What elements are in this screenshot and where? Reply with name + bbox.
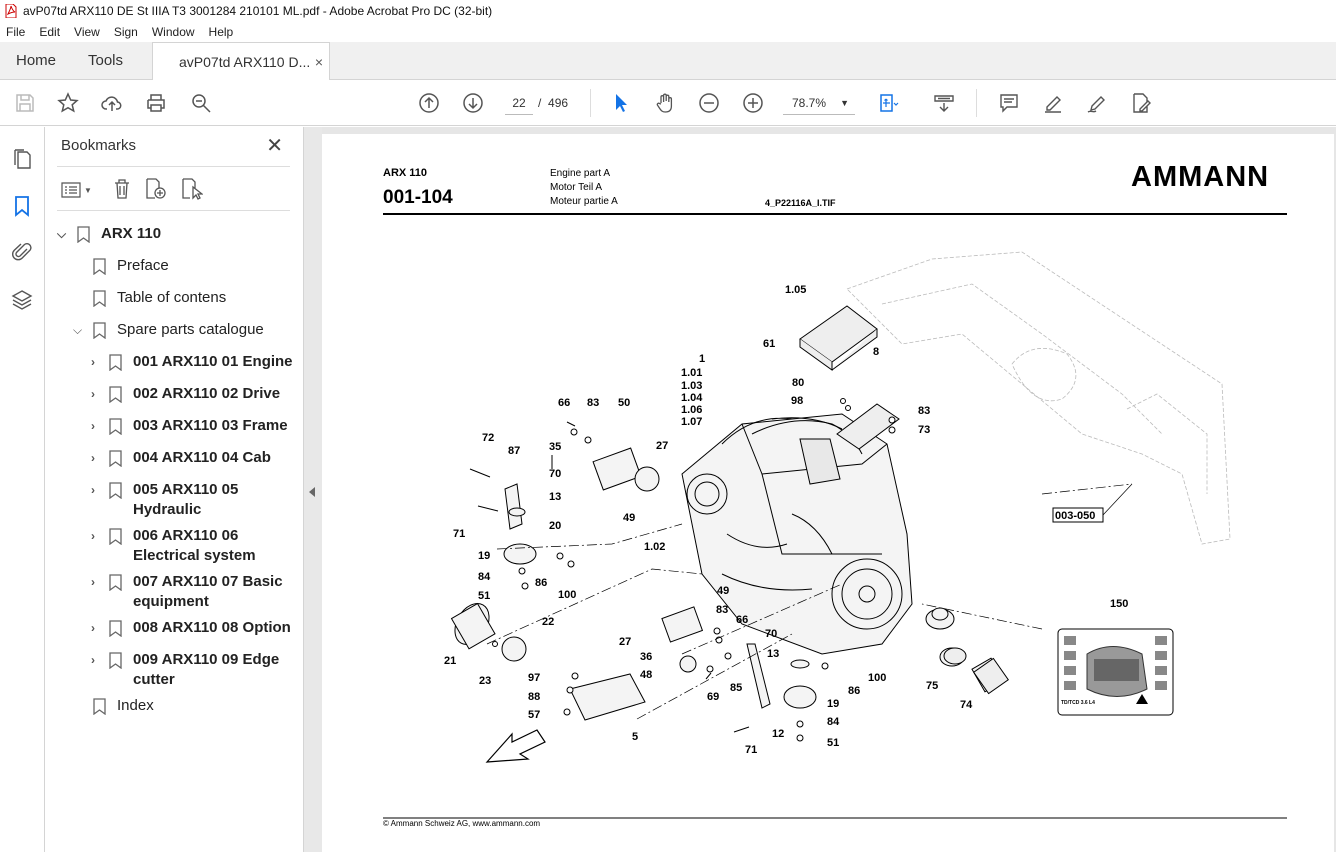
desc-en: Engine part A [550,168,611,179]
bookmark-options-button[interactable] [61,177,92,203]
zoom-in-icon[interactable] [741,91,765,115]
menu-sign[interactable]: Sign [113,25,138,39]
tab-document[interactable] [152,42,330,81]
menu-window[interactable]: Window [151,25,195,39]
bookmark-icon [109,652,122,669]
menu-help[interactable]: Help [208,25,234,39]
callout-number: 86 [848,685,861,697]
callout-number: 100 [868,672,887,684]
bookmark-icon [109,482,122,499]
callout-number: 51 [827,737,840,749]
scroll-mode-icon[interactable] [932,91,956,115]
bookmark-label-line2: Electrical system [133,547,256,564]
options-list-icon [61,181,81,199]
callout-number: 61 [763,338,776,350]
menu-view[interactable]: View [74,25,100,39]
highlight-pen-icon[interactable] [1041,91,1065,115]
callout-number: 23 [479,675,492,687]
oil-filter [944,648,1008,694]
callout-number: 1.02 [644,541,666,553]
callout-number: 1.07 [681,416,703,428]
callout-number: 86 [535,577,548,589]
callout-number: 71 [745,744,758,756]
chevron-right-icon[interactable]: › [91,653,95,667]
callout-number: 57 [528,709,541,721]
fit-page-icon[interactable] [876,91,900,115]
page-separator: / [538,96,542,110]
bookmark-icon [109,574,122,591]
callout-number: 98 [791,395,804,407]
zoom-level-value: 78.7% [792,96,827,110]
callout-number: 84 [478,571,491,583]
bookmark-icon [109,450,122,467]
page-total [538,91,568,115]
toolbar-divider [590,89,591,117]
label-150-caption: TD/TCD 3.6 L4 [1061,700,1095,706]
next-page-icon[interactable] [461,91,485,115]
bookmark-label: Spare parts catalogue [117,321,264,338]
bookmark-icon [109,620,122,637]
bookmark-label: 004 ARX110 04 Cab [133,449,271,466]
tab-home[interactable]: Home [16,52,57,69]
callout-number: 12 [772,728,785,740]
callout-number: 8 [873,346,880,358]
sign-pen-icon[interactable] [1085,91,1109,115]
save-icon[interactable] [13,91,37,115]
callout-number: 84 [827,716,840,728]
callout-number: 1.06 [681,404,703,416]
file-name: 4_P22116A_I.TIF [765,198,836,208]
callout-number: 75 [926,680,939,692]
hand-tool-icon[interactable] [653,91,677,115]
delete-bookmark-icon[interactable] [112,178,132,200]
callout-number: 97 [528,672,541,684]
bookmark-label: ARX 110 [101,225,162,242]
callout-number: 51 [478,590,491,602]
callout-number: 83 [918,405,931,417]
tab-tools[interactable]: Tools [88,52,124,69]
comment-icon[interactable] [997,91,1021,115]
search-zoom-icon[interactable] [189,91,213,115]
bookmark-icon [93,258,106,275]
callout-number: 74 [960,699,973,711]
chevron-right-icon[interactable]: › [91,387,95,401]
bookmark-label-line2: Hydraulic [133,501,202,518]
menu-edit[interactable]: Edit [39,25,61,39]
zoom-level-select[interactable] [783,91,855,115]
zoom-out-icon[interactable] [697,91,721,115]
callout-number: 49 [623,512,636,524]
select-cursor-icon[interactable] [609,91,633,115]
toolbar-divider [976,89,977,117]
callout-number: 1.03 [681,380,703,392]
layers-icon[interactable] [10,288,34,312]
bookmark-icon [109,354,122,371]
callout-number: 80 [792,377,805,389]
desc-de: Motor Teil A [550,182,603,193]
engine-block [682,414,912,654]
pdf-page [322,134,1334,852]
callout-number: 19 [827,698,840,710]
callout-number: 36 [640,651,653,663]
divider [57,210,290,211]
callout-number: 5 [632,731,639,743]
callout-number: 87 [508,445,521,457]
callout-number: 1.01 [681,367,703,379]
desc-fr: Moteur partie A [550,196,618,207]
edit-pdf-icon[interactable] [1129,91,1153,115]
callout-number: 20 [549,520,562,532]
ammann-logo: AMMANN [1131,161,1270,193]
bookmark-label: Preface [117,257,169,274]
callout-number: 13 [549,491,562,503]
frame-outline [847,252,1230,544]
bookmark-icon [109,418,122,435]
callout-number: 1.05 [785,284,807,296]
callout-number: 19 [478,550,491,562]
chevron-right-icon[interactable]: › [91,575,95,589]
menu-file[interactable]: File [6,25,26,39]
bookmark-label: 001 ARX110 01 Engine [133,353,293,370]
page-number-input[interactable]: 22 [505,91,533,115]
collapse-arrow-icon [309,487,315,497]
attachments-icon[interactable] [10,241,34,265]
callout-number: 66 [558,397,571,409]
callout-number: 88 [528,691,541,703]
chevron-down-icon[interactable]: ⌵ [57,227,67,241]
callout-number: 83 [587,397,600,409]
bookmark-label: Index [117,697,154,714]
window-title: avP07td ARX110 DE St IIIA T3 3001284 210101 ML.pdf - Adobe Acrobat Pro DC (32-bit) [23,4,493,18]
callout-number: 85 [730,682,743,694]
page-thumbnails-icon[interactable] [10,147,34,171]
bookmark-label: 005 ARX110 05 [133,481,239,498]
bookmark-label: 009 ARX110 09 Edge [133,651,280,668]
print-icon[interactable] [144,91,168,115]
bookmark-panel-icon[interactable] [10,194,34,218]
callout-number: 73 [918,424,931,436]
chevron-right-icon[interactable]: › [91,419,95,433]
callout-number: 21 [444,655,457,667]
window-title-bar [0,0,1336,22]
page-code: 001-104 [383,187,453,208]
callout-number: 100 [558,589,577,601]
leader-line [1103,484,1132,515]
callout-number: 83 [716,604,729,616]
callout-number: 150 [1110,598,1129,610]
divider [57,166,290,167]
bookmark-label-line2: equipment [133,593,209,610]
model-label: ARX 110 [383,167,428,179]
acrobat-pdf-icon [5,4,17,18]
callout-number: 27 [656,440,669,452]
callout-number: 69 [707,691,720,703]
close-tab-icon[interactable]: × [314,54,323,70]
callout-number: 1.04 [681,392,703,404]
bookmark-icon [77,226,90,243]
chevron-right-icon[interactable]: › [91,529,95,543]
callout-number: 66 [736,614,749,626]
bookmark-label: 002 ARX110 02 Drive [133,385,281,402]
callout-number: 50 [618,397,631,409]
chevron-down-icon: ▼ [840,98,849,108]
menu-bar [0,22,1336,42]
new-bookmark-icon[interactable] [145,178,169,200]
bookmark-label-line2: cutter [133,671,175,688]
bookmarks-title: Bookmarks [61,137,137,154]
chevron-right-icon[interactable]: › [91,483,95,497]
star-icon[interactable] [56,91,80,115]
chevron-right-icon[interactable]: › [91,355,95,369]
callout-number: 13 [767,648,780,660]
bookmark-icon [109,528,122,545]
callout-number: 48 [640,669,653,681]
bookmark-label: 007 ARX110 07 Basic [133,573,283,590]
bookmark-icon [93,290,106,307]
bookmark-icon [109,386,122,403]
direction-arrow-icon [487,730,545,762]
bookmark-from-selection-icon[interactable] [181,178,203,200]
callout-number: 72 [482,432,495,444]
panel-collapse-handle[interactable] [304,127,322,852]
tab-bar [0,42,1336,80]
callout-number: 49 [717,585,730,597]
cloud-upload-icon[interactable] [100,91,124,115]
bookmark-label: 006 ARX110 06 [133,527,239,544]
callout-number: 27 [619,636,632,648]
bookmark-label: 008 ARX110 08 Option [133,619,291,636]
footer-copyright: © Ammann Schweiz AG, www.ammann.com [383,819,541,828]
bookmark-icon [93,322,106,339]
bookmarks-panel [45,127,304,852]
bookmark-label: 003 ARX110 03 Frame [133,417,288,434]
close-panel-icon[interactable]: ✕ [266,135,283,157]
document-viewer[interactable] [322,127,1336,852]
callout-number: 70 [549,468,562,480]
previous-page-icon[interactable] [417,91,441,115]
callout-number: 35 [549,441,562,453]
callout-number: 22 [542,616,555,628]
tab-document-label: avP07td ARX110 D... [179,54,311,70]
callout-number: 71 [453,528,466,540]
chevron-down-icon: ▼ [84,185,92,195]
page-total-count: 496 [548,96,569,110]
chevron-right-icon[interactable]: › [91,451,95,465]
bookmark-label: Table of contens [117,289,227,306]
chevron-right-icon[interactable]: › [91,621,95,635]
bookmark-icon [93,698,106,715]
callout-number: 70 [765,628,778,640]
callout-number: 1 [699,353,706,365]
left-navigation-rail [0,127,45,852]
chevron-down-icon[interactable]: ⌵ [73,323,83,337]
reference-box-label: 003-050 [1055,510,1096,522]
